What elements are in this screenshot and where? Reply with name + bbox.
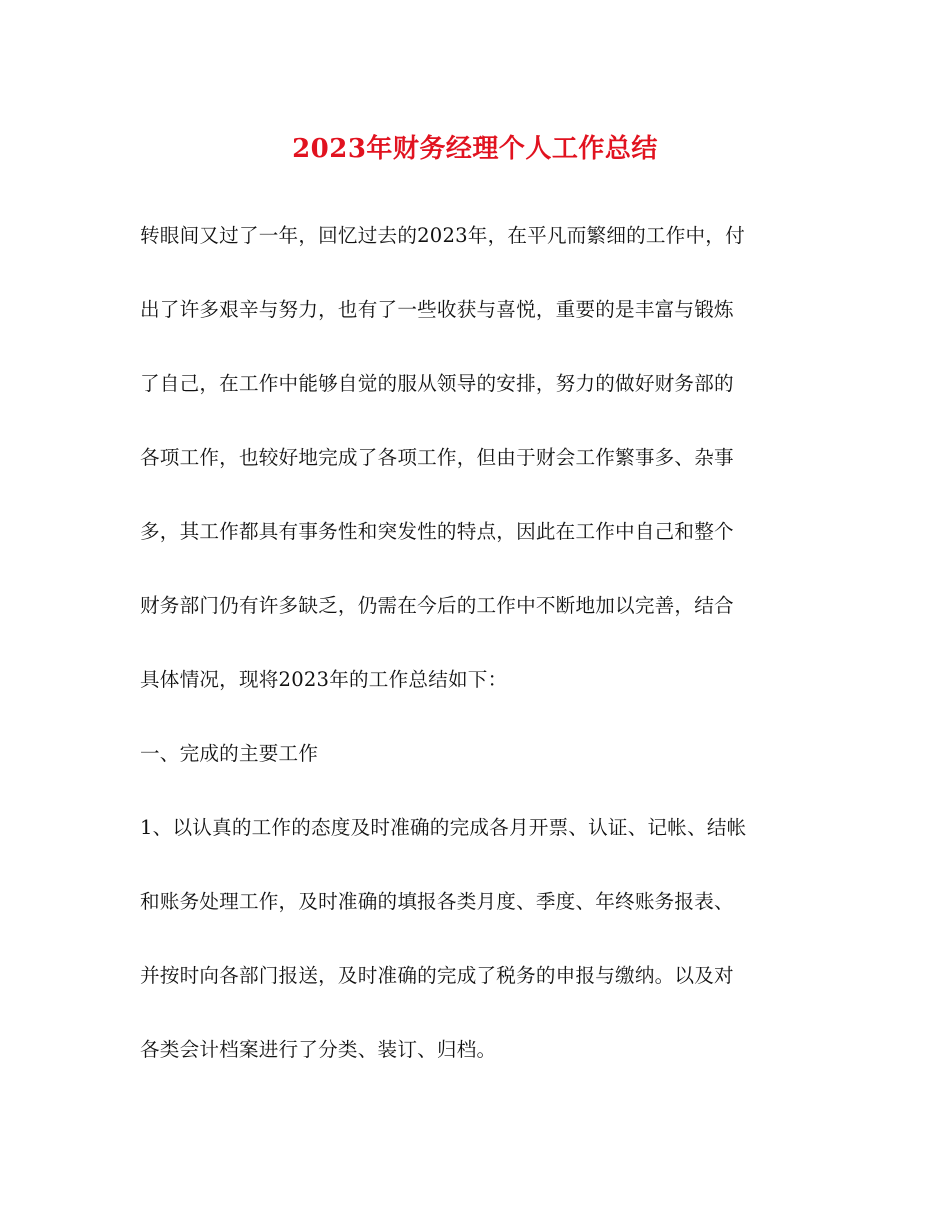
body-line-10: 和账务处理工作，及时准确的填报各类月度、季度、年终账务报表、 bbox=[140, 890, 734, 913]
body-line-6: 财务部门仍有许多缺乏，仍需在今后的工作中不断地加以完善，结合 bbox=[140, 594, 734, 617]
body-line-11: 并按时向各部门报送，及时准确的完成了税务的申报与缴纳。以及对 bbox=[140, 964, 734, 987]
body-line-3: 了自己，在工作中能够自觉的服从领导的安排，努力的做好财务部的 bbox=[140, 372, 734, 395]
body-line-9: 1、以认真的工作的态度及时准确的完成各月开票、认证、记帐、结帐 bbox=[140, 816, 747, 839]
document-title: 2023年财务经理个人工作总结 bbox=[292, 134, 658, 164]
body-line-2: 出了许多艰辛与努力，也有了一些收获与喜悦，重要的是丰富与锻炼 bbox=[140, 298, 734, 321]
body-line-7: 具体情况，现将2023年的工作总结如下： bbox=[140, 668, 508, 691]
body-line-5: 多，其工作都具有事务性和突发性的特点，因此在工作中自己和整个 bbox=[140, 520, 734, 543]
body-line-1: 转眼间又过了一年，回忆过去的2023年，在平凡而繁细的工作中，付 bbox=[140, 224, 745, 247]
body-line-12: 各类会计档案进行了分类、装订、归档。 bbox=[140, 1038, 497, 1061]
body-line-4: 各项工作，也较好地完成了各项工作，但由于财会工作繁事多、杂事 bbox=[140, 446, 734, 469]
section-heading: 一、完成的主要工作 bbox=[140, 742, 319, 765]
